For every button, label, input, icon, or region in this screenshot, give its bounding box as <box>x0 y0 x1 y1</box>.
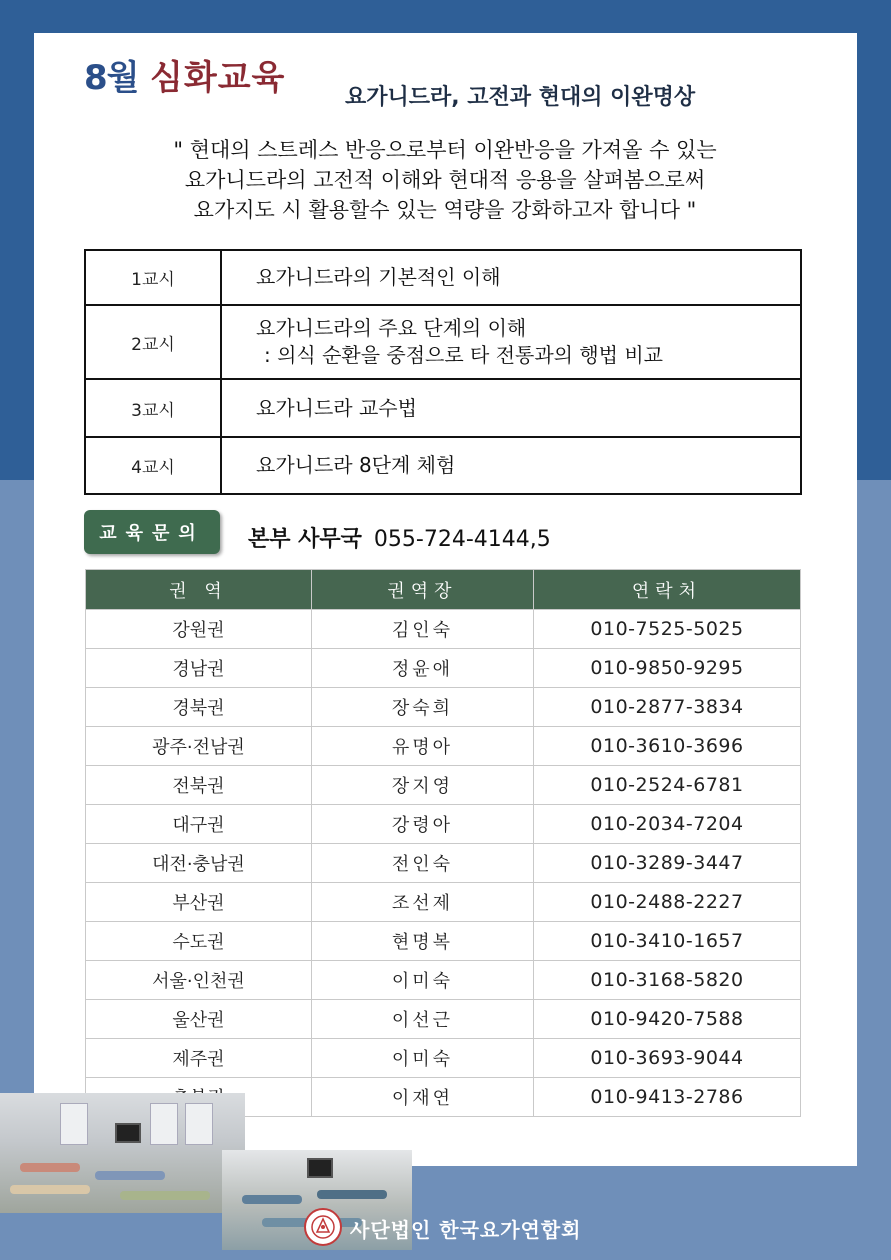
schedule-topic: 요가니드라의 기본적인 이해 <box>221 250 801 305</box>
phone-cell: 010-3289-3447 <box>534 844 801 883</box>
column-header-leader: 권역장 <box>312 570 534 610</box>
region-cell: 대전·충남권 <box>86 844 312 883</box>
table-row <box>86 1000 801 1039</box>
page-subtitle: 요가니드라, 고전과 현대의 이완명상 <box>345 85 696 110</box>
leader-cell: 현명복 <box>312 922 534 961</box>
region-cell: 광주·전남권 <box>86 727 312 766</box>
yoga-mat <box>242 1195 302 1204</box>
region-cell: 경북권 <box>86 688 312 727</box>
schedule-table <box>84 249 802 495</box>
schedule-row <box>85 379 801 437</box>
column-header-region: 권 역 <box>86 570 312 610</box>
leader-cell: 김인숙 <box>312 610 534 649</box>
page-title: 심화교육 <box>150 58 286 98</box>
window-shape <box>60 1103 88 1145</box>
leader-cell: 조선제 <box>312 883 534 922</box>
phone-cell: 010-9413-2786 <box>534 1078 801 1117</box>
office-contact <box>248 522 551 553</box>
table-row <box>86 610 801 649</box>
intro-line: 요가니드라의 고전적 이해와 현대적 응용을 살펴봄으로써 <box>184 168 706 192</box>
schedule-topic: 요가니드라의 주요 단계의 이해 <box>256 316 527 340</box>
leader-cell: 강령아 <box>312 805 534 844</box>
seal-emblem-icon <box>310 1214 336 1240</box>
phone-cell: 010-3168-5820 <box>534 961 801 1000</box>
yoga-mat <box>95 1171 165 1180</box>
schedule-row <box>85 305 801 379</box>
table-row <box>86 688 801 727</box>
schedule-topic-cell <box>221 305 801 379</box>
table-row <box>86 844 801 883</box>
phone-cell: 010-3693-9044 <box>534 1039 801 1078</box>
leader-cell: 이재연 <box>312 1078 534 1117</box>
title-month: 8월 <box>84 58 139 98</box>
office-label: 본부 사무국 <box>248 527 362 552</box>
schedule-row <box>85 250 801 305</box>
region-cell: 부산권 <box>86 883 312 922</box>
leader-cell: 장숙희 <box>312 688 534 727</box>
phone-cell: 010-9420-7588 <box>534 1000 801 1039</box>
window-shape <box>150 1103 178 1145</box>
schedule-topic: 요가니드라 교수법 <box>221 379 801 437</box>
region-cell: 서울·인천권 <box>86 961 312 1000</box>
phone-cell: 010-2877-3834 <box>534 688 801 727</box>
table-row <box>86 1039 801 1078</box>
yoga-mat <box>120 1191 210 1200</box>
office-phone: 055-724-4144,5 <box>373 527 551 552</box>
table-header-row <box>86 570 801 610</box>
leader-cell: 이미숙 <box>312 961 534 1000</box>
association-seal-icon <box>304 1208 342 1246</box>
region-cell: 대구권 <box>86 805 312 844</box>
organization-name: 사단법인 한국요가연합회 <box>350 1218 582 1242</box>
phone-cell: 010-2034-7204 <box>534 805 801 844</box>
phone-cell: 010-9850-9295 <box>534 649 801 688</box>
schedule-period: 1교시 <box>85 250 221 305</box>
window-shape <box>185 1103 213 1145</box>
table-row <box>86 961 801 1000</box>
phone-cell: 010-2524-6781 <box>534 766 801 805</box>
table-row <box>86 649 801 688</box>
column-header-phone: 연락처 <box>534 570 801 610</box>
leader-cell: 장지영 <box>312 766 534 805</box>
phone-cell: 010-7525-5025 <box>534 610 801 649</box>
phone-cell: 010-3610-3696 <box>534 727 801 766</box>
class-photo-left <box>0 1093 245 1213</box>
region-cell: 경남권 <box>86 649 312 688</box>
table-row <box>86 805 801 844</box>
intro-text <box>90 135 800 225</box>
region-cell: 강원권 <box>86 610 312 649</box>
tv-icon <box>115 1123 141 1143</box>
schedule-topic: 요가니드라 8단계 체험 <box>221 437 801 494</box>
leader-cell: 정윤애 <box>312 649 534 688</box>
table-row <box>86 766 801 805</box>
region-cell: 울산권 <box>86 1000 312 1039</box>
phone-cell: 010-3410-1657 <box>534 922 801 961</box>
region-cell: 수도권 <box>86 922 312 961</box>
phone-cell: 010-2488-2227 <box>534 883 801 922</box>
schedule-period: 2교시 <box>85 305 221 379</box>
schedule-row <box>85 437 801 494</box>
schedule-period: 3교시 <box>85 379 221 437</box>
schedule-topic-detail: : 의식 순환을 중점으로 타 전통과의 행법 비교 <box>264 343 663 367</box>
table-row <box>86 883 801 922</box>
yoga-mat <box>10 1185 90 1194</box>
intro-line: " 현대의 스트레스 반응으로부터 이완반응을 가져올 수 있는 <box>173 138 717 162</box>
table-row <box>86 922 801 961</box>
leader-cell: 이선근 <box>312 1000 534 1039</box>
table-row <box>86 727 801 766</box>
yoga-mat <box>20 1163 80 1172</box>
intro-line: 요가지도 시 활용할수 있는 역량을 강화하고자 합니다 " <box>193 198 697 222</box>
leader-cell: 유명아 <box>312 727 534 766</box>
tv-icon <box>307 1158 333 1178</box>
regional-contacts-table <box>85 569 801 1117</box>
leader-cell: 이미숙 <box>312 1039 534 1078</box>
region-cell: 전북권 <box>86 766 312 805</box>
leader-cell: 전인숙 <box>312 844 534 883</box>
inquiry-badge: 교육문의 <box>84 510 220 554</box>
yoga-mat <box>317 1190 387 1199</box>
schedule-period: 4교시 <box>85 437 221 494</box>
region-cell: 제주권 <box>86 1039 312 1078</box>
